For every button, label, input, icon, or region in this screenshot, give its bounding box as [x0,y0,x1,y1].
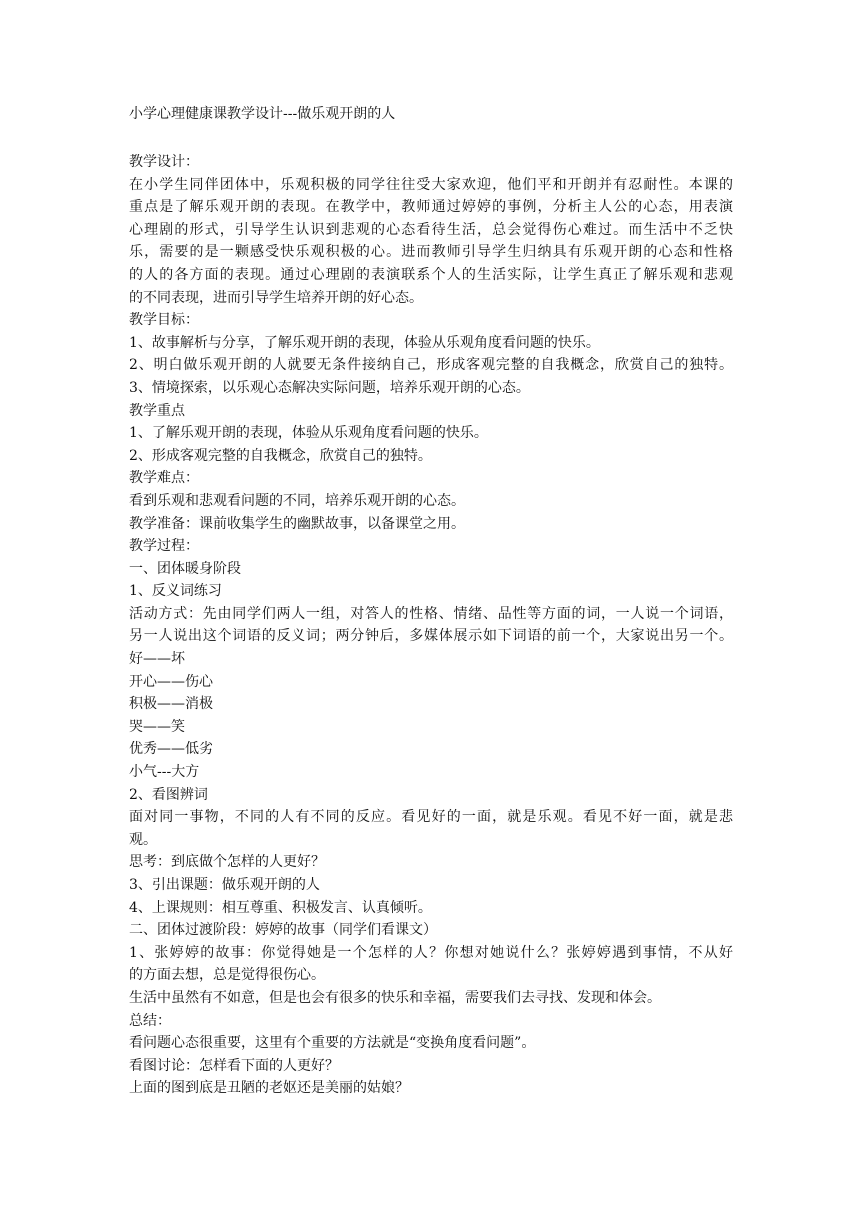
paragraph-line: 面对同一事物，不同的人有不同的反应。看见好的一面，就是乐观。看见不好一面，就是悲 [129,809,733,826]
paragraph-line: 重点是了解乐观开朗的表现。在教学中，教师通过婷婷的事例，分析主人公的心态，用表演 [129,199,733,216]
paragraph-line: 教学准备：课前收集学生的幽默故事，以备课堂之用。 [129,515,465,532]
document-body [129,151,733,1100]
paragraph-line: 3、情境探索，以乐观心态解决实际问题，培养乐观开朗的心态。 [129,379,530,396]
paragraph-line: 3、引出课题：做乐观开朗的人 [129,877,320,893]
paragraph-line: 生活中虽然有不如意，但是也会有很多的快乐和幸福，需要我们去寻找、发现和体会。 [129,989,661,1006]
paragraph-line: 看图讨论：怎样看下面的人更好？ [129,1057,339,1074]
paragraph-line: 2、形成客观完整的自我概念，欣赏自己的独特。 [129,447,432,464]
paragraph-line: 观。 [129,831,157,848]
paragraph-line: 2、明白做乐观开朗的人就要无条件接纳自己，形成客观完整的自我概念，欣赏自己的独特。 [129,357,733,374]
paragraph-line: 乐，需要的是一颗感受快乐观积极的心。进而教师引导学生归纳具有乐观开朗的心态和性格 [129,244,733,261]
paragraph-line: 总结： [129,1012,171,1029]
paragraph-line: 好——坏 [129,651,185,668]
paragraph-line: 教学难点： [129,470,199,487]
paragraph-line: 4、上课规则：相互尊重、积极发言、认真倾听。 [129,899,432,916]
paragraph-line: 看到乐观和悲观看问题的不同，培养乐观开朗的心态。 [129,492,465,509]
paragraph-line: 的人的各方面的表现。通过心理剧的表演联系个人的生活实际，让学生真正了解乐观和悲观 [129,266,733,283]
paragraph-line: 另一人说出这个词语的反义词；两分钟后，多媒体展示如下词语的前一个，大家说出另一个。 [129,628,733,645]
paragraph-line: 看问题心态很重要，这里有个重要的方法就是“变换角度看问题”。 [129,1035,536,1052]
paragraph-line: 教学设计： [129,154,199,170]
paragraph-line: 的方面去想，总是觉得很伤心。 [129,967,325,984]
document-title: 小学心理健康课教学设计---做乐观开朗的人 [129,106,396,122]
paragraph-line: 1、故事解析与分享，了解乐观开朗的表现，体验从乐观角度看问题的快乐。 [129,334,600,351]
paragraph-line: 开心——伤心 [129,673,213,690]
paragraph-line: 小气---大方 [129,764,200,781]
document-page [129,0,733,1216]
paragraph-line: 活动方式：先由同学们两人一组，对答人的性格、情绪、品性等方面的词，一人说一个词语， [129,605,733,622]
paragraph-line: 优秀——低劣 [129,741,213,758]
paragraph-line: 一、团体暖身阶段 [129,560,241,577]
paragraph-line: 上面的图到底是丑陋的老妪还是美丽的姑娘？ [129,1080,409,1097]
paragraph-line: 1、张婷婷的故事：你觉得她是一个怎样的人？你想对她说什么？张婷婷遇到事情，不从好 [129,944,733,961]
paragraph-line: 心理剧的形式，引导学生认识到悲观的心态看待生活，总会觉得伤心难过。而生活中不乏快 [129,221,733,238]
paragraph-line: 教学重点 [129,402,185,419]
paragraph-line: 教学目标： [129,312,199,329]
paragraph-line: 在小学生同伴团体中，乐观积极的同学往往受大家欢迎，他们平和开朗并有忍耐性。本课的 [129,176,733,193]
paragraph-line: 的不同表现，进而引导学生培养开朗的好心态。 [129,289,423,306]
paragraph-line: 积极——消极 [129,696,213,713]
paragraph-line: 二、团体过渡阶段：婷婷的故事（同学们看课文） [129,922,437,939]
paragraph-line: 1、了解乐观开朗的表现，体验从乐观角度看问题的快乐。 [129,425,488,442]
paragraph-line: 2、看图辨词 [129,786,208,803]
paragraph-line: 哭——笑 [129,718,185,735]
paragraph-line: 教学过程： [129,538,199,555]
paragraph-line: 思考：到底做个怎样的人更好？ [129,854,325,871]
paragraph-line: 1、反义词练习 [129,583,222,600]
